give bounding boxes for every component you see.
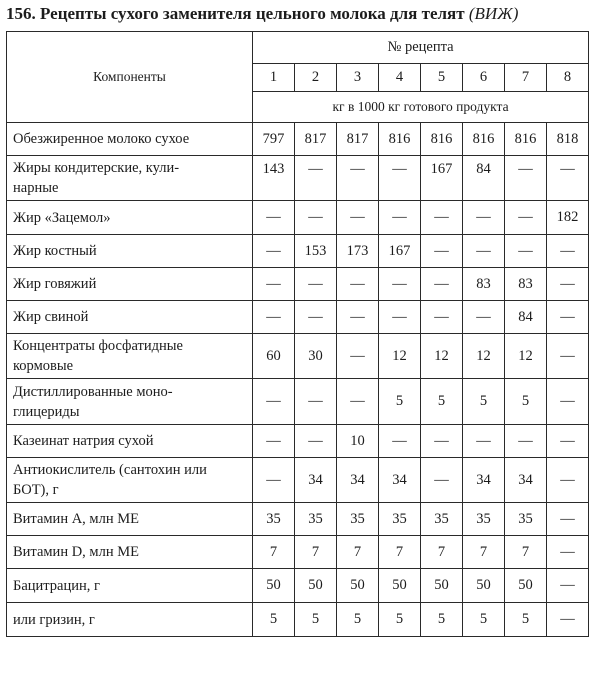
- cell-value-recipe-4: 5: [379, 379, 421, 425]
- cell-value-recipe-6: 35: [463, 503, 505, 536]
- cell-value-recipe-3: —: [337, 268, 379, 301]
- cell-value-recipe-2: —: [295, 425, 337, 458]
- cell-value-recipe-7: 12: [505, 334, 547, 379]
- cell-value-recipe-5: —: [421, 268, 463, 301]
- cell-value-recipe-2: 35: [295, 503, 337, 536]
- cell-value-recipe-4: —: [379, 268, 421, 301]
- cell-value-recipe-5: 50: [421, 569, 463, 603]
- cell-value-recipe-2: 34: [295, 458, 337, 503]
- cell-value-recipe-4: 50: [379, 569, 421, 603]
- cell-value-recipe-8: —: [547, 503, 589, 536]
- cell-value-recipe-7: 84: [505, 301, 547, 334]
- recipe-number-header: № рецепта: [253, 32, 589, 64]
- cell-value-recipe-2: 7: [295, 536, 337, 569]
- cell-value-recipe-1: —: [253, 379, 295, 425]
- title-source: (ВИЖ): [468, 4, 519, 23]
- component-name: Антиокислитель (сантохин или БОТ), г: [7, 458, 253, 503]
- cell-value-recipe-4: 5: [379, 603, 421, 637]
- cell-value-recipe-7: —: [505, 201, 547, 235]
- cell-value-recipe-1: 5: [253, 603, 295, 637]
- cell-value-recipe-8: —: [547, 268, 589, 301]
- table-row: [7, 603, 589, 637]
- cell-value-recipe-1: —: [253, 201, 295, 235]
- table-row: [7, 334, 589, 379]
- cell-value-recipe-6: 83: [463, 268, 505, 301]
- cell-value-recipe-3: —: [337, 201, 379, 235]
- cell-value-recipe-8: —: [547, 458, 589, 503]
- cell-value-recipe-2: —: [295, 201, 337, 235]
- cell-value-recipe-2: —: [295, 156, 337, 201]
- cell-value-recipe-6: 816: [463, 123, 505, 156]
- component-name: Дистиллированные моно- глицериды: [7, 379, 253, 425]
- cell-value-recipe-5: 167: [421, 156, 463, 201]
- component-name: Жиры кондитерские, кули- нарные: [7, 156, 253, 201]
- table-row: [7, 268, 589, 301]
- cell-value-recipe-3: 7: [337, 536, 379, 569]
- cell-value-recipe-3: 34: [337, 458, 379, 503]
- cell-value-recipe-2: 50: [295, 569, 337, 603]
- recipe-number-2: 2: [295, 64, 337, 92]
- cell-value-recipe-4: —: [379, 156, 421, 201]
- cell-value-recipe-4: 35: [379, 503, 421, 536]
- cell-value-recipe-7: 7: [505, 536, 547, 569]
- cell-value-recipe-6: —: [463, 425, 505, 458]
- cell-value-recipe-3: —: [337, 301, 379, 334]
- table-row: [7, 235, 589, 268]
- cell-value-recipe-1: —: [253, 268, 295, 301]
- cell-value-recipe-5: —: [421, 235, 463, 268]
- cell-value-recipe-1: 143: [253, 156, 295, 201]
- cell-value-recipe-2: —: [295, 268, 337, 301]
- components-header: Компоненты: [7, 32, 253, 123]
- recipe-number-1: 1: [253, 64, 295, 92]
- recipe-number-8: 8: [547, 64, 589, 92]
- cell-value-recipe-4: —: [379, 301, 421, 334]
- cell-value-recipe-2: 30: [295, 334, 337, 379]
- cell-value-recipe-8: —: [547, 536, 589, 569]
- table-row: [7, 201, 589, 235]
- recipe-number-4: 4: [379, 64, 421, 92]
- cell-value-recipe-8: —: [547, 235, 589, 268]
- table-row: [7, 156, 589, 201]
- recipe-number-3: 3: [337, 64, 379, 92]
- cell-value-recipe-4: —: [379, 425, 421, 458]
- cell-value-recipe-4: —: [379, 201, 421, 235]
- cell-value-recipe-3: 50: [337, 569, 379, 603]
- cell-value-recipe-1: 7: [253, 536, 295, 569]
- cell-value-recipe-3: —: [337, 379, 379, 425]
- table-row: [7, 379, 589, 425]
- cell-value-recipe-5: 816: [421, 123, 463, 156]
- cell-value-recipe-6: 5: [463, 379, 505, 425]
- cell-value-recipe-6: —: [463, 201, 505, 235]
- recipe-number-6: 6: [463, 64, 505, 92]
- units-header: кг в 1000 кг готового продукта: [253, 92, 589, 123]
- component-name: Жир «Зацемол»: [7, 201, 253, 235]
- cell-value-recipe-7: —: [505, 235, 547, 268]
- component-name: Концентраты фосфатидные кормовые: [7, 334, 253, 379]
- cell-value-recipe-4: 34: [379, 458, 421, 503]
- table-row: [7, 503, 589, 536]
- cell-value-recipe-5: 7: [421, 536, 463, 569]
- cell-value-recipe-7: 816: [505, 123, 547, 156]
- cell-value-recipe-7: 5: [505, 379, 547, 425]
- cell-value-recipe-6: —: [463, 235, 505, 268]
- table-row: [7, 536, 589, 569]
- cell-value-recipe-8: —: [547, 569, 589, 603]
- cell-value-recipe-1: 797: [253, 123, 295, 156]
- recipes-table: [6, 31, 589, 637]
- cell-value-recipe-6: 50: [463, 569, 505, 603]
- cell-value-recipe-5: 12: [421, 334, 463, 379]
- recipe-number-5: 5: [421, 64, 463, 92]
- cell-value-recipe-4: 7: [379, 536, 421, 569]
- cell-value-recipe-8: —: [547, 603, 589, 637]
- cell-value-recipe-7: 35: [505, 503, 547, 536]
- cell-value-recipe-8: —: [547, 301, 589, 334]
- cell-value-recipe-2: 817: [295, 123, 337, 156]
- cell-value-recipe-6: 12: [463, 334, 505, 379]
- cell-value-recipe-3: 5: [337, 603, 379, 637]
- cell-value-recipe-4: 12: [379, 334, 421, 379]
- cell-value-recipe-5: —: [421, 425, 463, 458]
- cell-value-recipe-6: 7: [463, 536, 505, 569]
- cell-value-recipe-7: 5: [505, 603, 547, 637]
- table-row: [7, 425, 589, 458]
- table-row: [7, 458, 589, 503]
- cell-value-recipe-3: 173: [337, 235, 379, 268]
- cell-value-recipe-2: 5: [295, 603, 337, 637]
- cell-value-recipe-8: —: [547, 334, 589, 379]
- recipe-number-7: 7: [505, 64, 547, 92]
- cell-value-recipe-1: —: [253, 458, 295, 503]
- cell-value-recipe-7: —: [505, 425, 547, 458]
- cell-value-recipe-8: —: [547, 156, 589, 201]
- table-row: [7, 301, 589, 334]
- cell-value-recipe-3: —: [337, 334, 379, 379]
- cell-value-recipe-3: 817: [337, 123, 379, 156]
- component-name: Жир говяжий: [7, 268, 253, 301]
- cell-value-recipe-4: 816: [379, 123, 421, 156]
- table-title: [6, 4, 598, 24]
- cell-value-recipe-1: 35: [253, 503, 295, 536]
- cell-value-recipe-5: —: [421, 301, 463, 334]
- component-name: или гризин, г: [7, 603, 253, 637]
- component-name: Жир костный: [7, 235, 253, 268]
- cell-value-recipe-8: —: [547, 379, 589, 425]
- cell-value-recipe-7: —: [505, 156, 547, 201]
- cell-value-recipe-7: 50: [505, 569, 547, 603]
- cell-value-recipe-7: 83: [505, 268, 547, 301]
- cell-value-recipe-8: 818: [547, 123, 589, 156]
- cell-value-recipe-6: —: [463, 301, 505, 334]
- cell-value-recipe-8: 182: [547, 201, 589, 235]
- cell-value-recipe-5: —: [421, 458, 463, 503]
- cell-value-recipe-2: 153: [295, 235, 337, 268]
- cell-value-recipe-1: 60: [253, 334, 295, 379]
- cell-value-recipe-5: —: [421, 201, 463, 235]
- table-row: [7, 569, 589, 603]
- component-name: Жир свиной: [7, 301, 253, 334]
- cell-value-recipe-2: —: [295, 379, 337, 425]
- cell-value-recipe-7: 34: [505, 458, 547, 503]
- cell-value-recipe-4: 167: [379, 235, 421, 268]
- cell-value-recipe-6: 5: [463, 603, 505, 637]
- cell-value-recipe-3: 10: [337, 425, 379, 458]
- cell-value-recipe-2: —: [295, 301, 337, 334]
- component-name: Обезжиренное молоко сухое: [7, 123, 253, 156]
- component-name: Витамин D, млн МЕ: [7, 536, 253, 569]
- table-row: [7, 123, 589, 156]
- cell-value-recipe-1: —: [253, 235, 295, 268]
- cell-value-recipe-5: 5: [421, 379, 463, 425]
- cell-value-recipe-5: 5: [421, 603, 463, 637]
- component-name: Витамин А, млн МЕ: [7, 503, 253, 536]
- cell-value-recipe-8: —: [547, 425, 589, 458]
- component-name: Казеинат натрия сухой: [7, 425, 253, 458]
- title-main: 156. Рецепты сухого заменителя цельного молока для телят: [6, 4, 465, 23]
- cell-value-recipe-1: —: [253, 301, 295, 334]
- cell-value-recipe-3: —: [337, 156, 379, 201]
- component-name: Бацитрацин, г: [7, 569, 253, 603]
- cell-value-recipe-5: 35: [421, 503, 463, 536]
- cell-value-recipe-1: 50: [253, 569, 295, 603]
- cell-value-recipe-6: 34: [463, 458, 505, 503]
- cell-value-recipe-1: —: [253, 425, 295, 458]
- cell-value-recipe-3: 35: [337, 503, 379, 536]
- cell-value-recipe-6: 84: [463, 156, 505, 201]
